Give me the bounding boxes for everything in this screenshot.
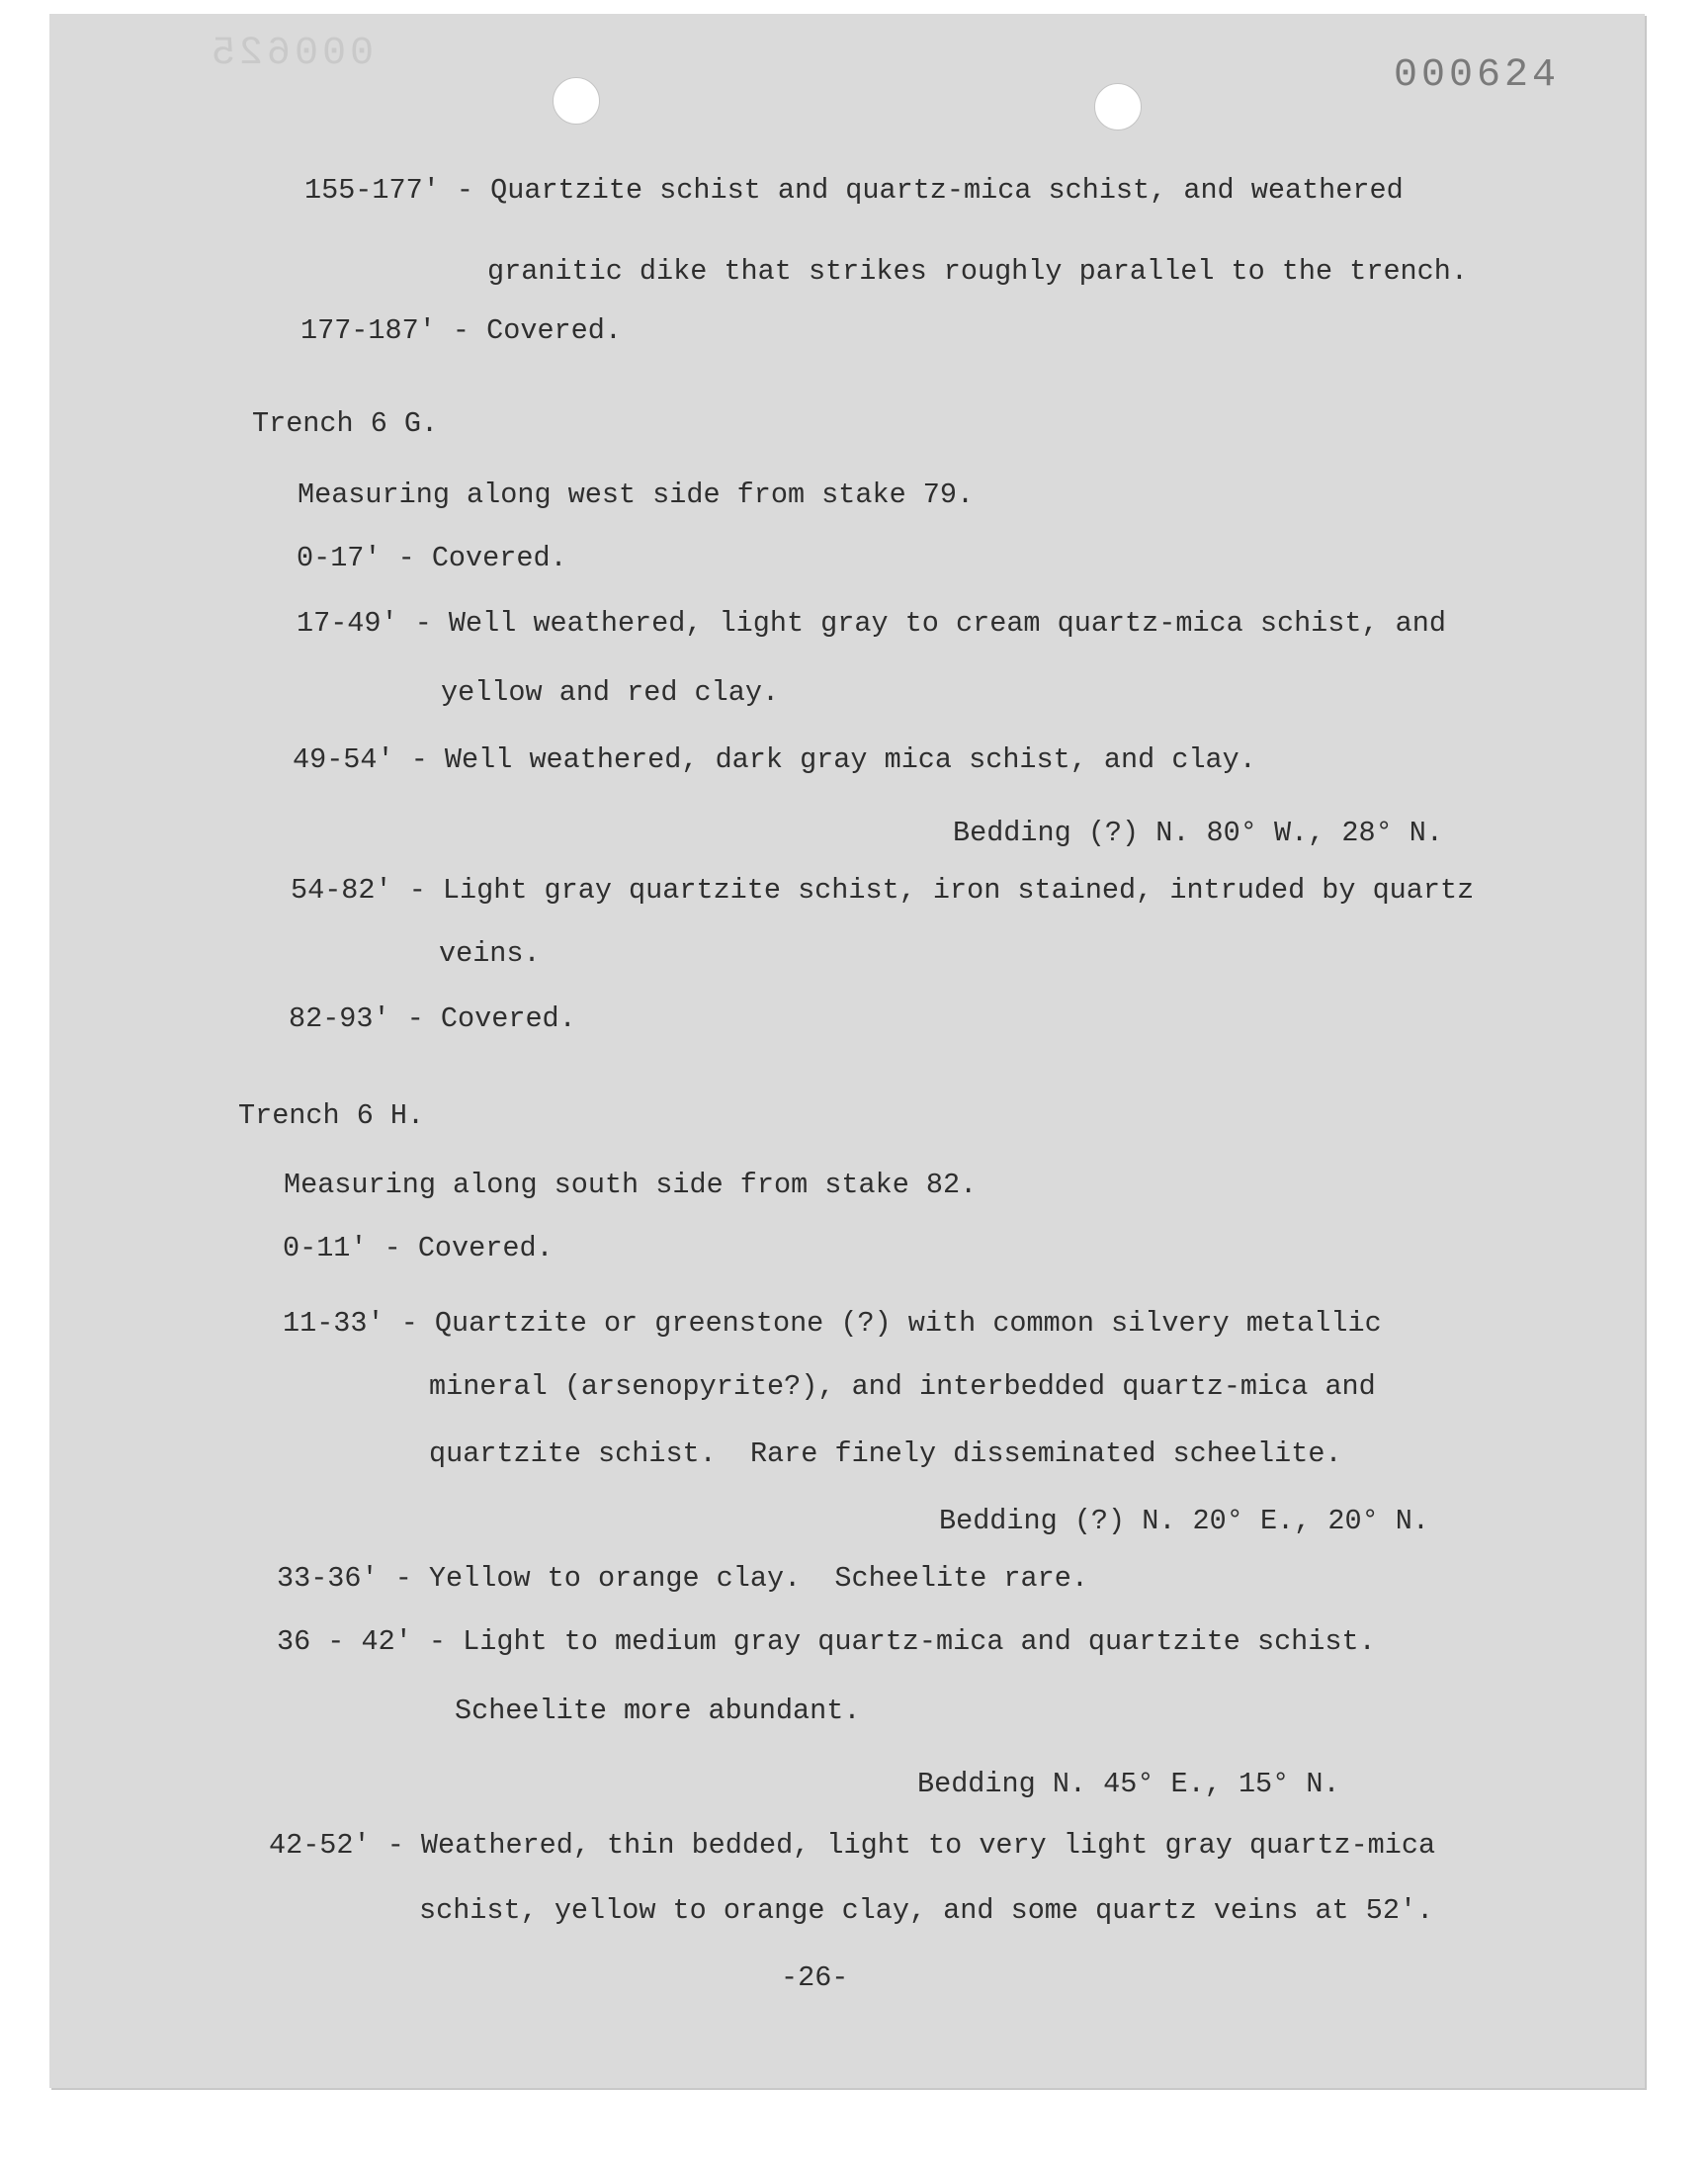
page-stamp-number: 000624 xyxy=(1394,53,1561,98)
entry-42-52: 42-52' - Weathered, thin bedded, light to very light gray quartz-mica xyxy=(269,1829,1436,1862)
entry-54-82: 54-82' - Light gray quartzite schist, iron stained, intruded by quartz xyxy=(291,874,1475,907)
punch-hole-left xyxy=(553,77,600,125)
bedding-6h-b: Bedding N. 45° E., 15° N. xyxy=(917,1768,1340,1800)
bleed-through-stamp: 000625 xyxy=(208,32,375,76)
document-page xyxy=(49,14,1645,2088)
entry-0-17: 0-17' - Covered. xyxy=(297,542,567,574)
entry-54-82-cont: veins. xyxy=(439,937,541,970)
entry-155-177: 155-177' - Quartzite schist and quartz-mica schist, and weathered xyxy=(304,174,1404,207)
entry-33-36: 33-36' - Yellow to orange clay. Scheelite rare. xyxy=(277,1562,1088,1595)
entry-155-177-cont: granitic dike that strikes roughly parallel to the trench. xyxy=(487,255,1468,288)
heading-trench-6g: Trench 6 G. xyxy=(252,407,439,440)
entry-11-33-cont2: quartzite schist. Rare finely disseminated scheelite. xyxy=(429,1437,1342,1470)
entry-36-42-cont: Scheelite more abundant. xyxy=(455,1695,861,1727)
entry-17-49-cont: yellow and red clay. xyxy=(441,676,780,709)
measuring-note-6h: Measuring along south side from stake 82. xyxy=(284,1169,978,1201)
entry-82-93: 82-93' - Covered. xyxy=(289,1002,576,1035)
entry-36-42: 36 - 42' - Light to medium gray quartz-mica and quartzite schist. xyxy=(277,1625,1376,1658)
entry-49-54: 49-54' - Well weathered, dark gray mica schist, and clay. xyxy=(293,743,1256,776)
entry-11-33: 11-33' - Quartzite or greenstone (?) with common silvery metallic xyxy=(283,1307,1382,1340)
bedding-6g: Bedding (?) N. 80° W., 28° N. xyxy=(953,817,1443,849)
heading-trench-6h: Trench 6 H. xyxy=(238,1099,425,1132)
punch-hole-right xyxy=(1094,83,1142,130)
entry-0-11: 0-11' - Covered. xyxy=(283,1232,554,1264)
entry-42-52-cont: schist, yellow to orange clay, and some quartz veins at 52'. xyxy=(419,1894,1434,1927)
measuring-note-6g: Measuring along west side from stake 79. xyxy=(298,478,975,511)
entry-11-33-cont1: mineral (arsenopyrite?), and interbedded quartz-mica and xyxy=(429,1370,1376,1403)
entry-177-187: 177-187' - Covered. xyxy=(300,314,622,347)
entry-17-49: 17-49' - Well weathered, light gray to cream quartz-mica schist, and xyxy=(297,607,1446,640)
page-number: -26- xyxy=(781,1961,849,1994)
bedding-6h-a: Bedding (?) N. 20° E., 20° N. xyxy=(939,1505,1429,1537)
